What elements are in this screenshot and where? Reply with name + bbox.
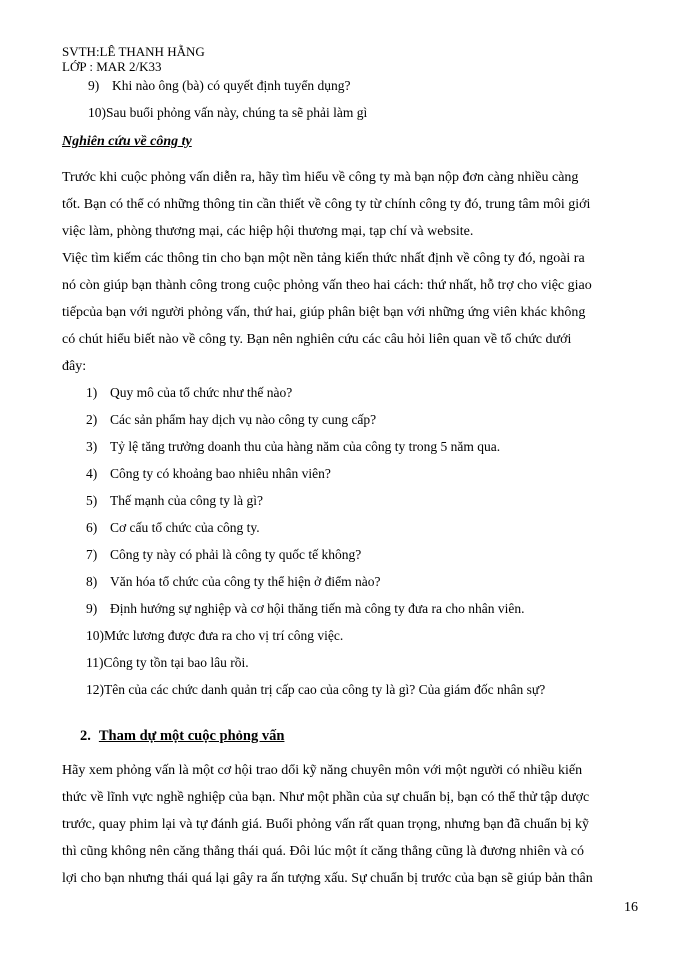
- paragraph-line: Việc tìm kiếm các thông tin cho bạn một nền tảng kiến thức nhất định về công ty đó, ngoài ra: [62, 251, 585, 266]
- paragraph-line: Trước khi cuộc phỏng vấn diễn ra, hãy tìm hiểu về công ty mà bạn nộp đơn càng nhiều càng: [62, 170, 579, 185]
- class-line: LỚP : MAR 2/K33: [62, 59, 162, 74]
- page-header: [62, 44, 205, 74]
- list-item: 5) Thế mạnh của công ty là gì?: [86, 493, 263, 508]
- paragraph-line: thì cũng không nên căng thẳng thái quá. Đôi lúc một ít căng thẳng cũng là đương nhiên và có: [62, 844, 584, 859]
- paragraph-line: lợi cho bạn nhưng thái quá lại gây ra ấn tượng xấu. Sự chuẩn bị trước của bạn sẽ giúp bản thân: [62, 871, 593, 886]
- paragraph-line: Hãy xem phỏng vấn là một cơ hội trao dổi kỹ năng chuyên môn với một người có nhiều kiến: [62, 763, 583, 778]
- list-item: 11)Công ty tồn tại bao lâu rồi.: [86, 655, 249, 670]
- list-item: 9) Khi nào ông (bà) có quyết định tuyển dụng?: [88, 78, 351, 93]
- paragraph-line: thức về lĩnh vực nghề nghiệp của bạn. Như một phần của sự chuẩn bị, bạn có thể thử tập dược: [62, 790, 590, 805]
- list-item: 8) Văn hóa tổ chức của công ty thể hiện ở điểm nào?: [86, 574, 381, 589]
- paragraph-line: tiếpcủa bạn với người phỏng vấn, thứ hai, giúp phân biệt bạn với những ứng viên khác không: [62, 305, 586, 320]
- page-number: 16: [624, 900, 638, 915]
- list-item: 1) Quy mô của tổ chức như thế nào?: [86, 385, 293, 400]
- list-item: 4) Công ty có khoảng bao nhiêu nhân viên?: [86, 466, 331, 481]
- list-item: 7) Công ty này có phải là công ty quốc tế không?: [86, 547, 362, 562]
- section-heading: [80, 728, 284, 745]
- author-line: SVTH:LÊ THANH HẰNG: [62, 44, 205, 59]
- list-item: 10)Mức lương được đưa ra cho vị trí công việc.: [86, 628, 344, 643]
- section-number: 2.: [80, 728, 91, 744]
- list-item: 6) Cơ cấu tổ chức của công ty.: [86, 520, 260, 535]
- section-title: Nghiên cứu về công ty: [62, 134, 192, 149]
- paragraph-line: việc làm, phòng thương mại, các hiệp hội thương mại, tạp chí và website.: [62, 224, 474, 239]
- list-item: 10)Sau buổi phỏng vấn này, chúng ta sẽ phải làm gì: [88, 105, 368, 120]
- paragraph-line: tốt. Bạn có thể có những thông tin cần thiết về công ty từ chính công ty đó, trung tâm môi giới: [62, 197, 591, 212]
- section-heading-title: Tham dự một cuộc phỏng vấn: [98, 728, 285, 744]
- list-item: 9) Định hướng sự nghiệp và cơ hội thăng tiến mà công ty đưa ra cho nhân viên.: [86, 601, 525, 616]
- list-item: 2) Các sản phẩm hay dịch vụ nào công ty cung cấp?: [86, 412, 377, 427]
- paragraph-line: trước, quay phim lại và tự đánh giá. Buổi phỏng vấn rất quan trọng, nhưng bạn đã chuẩn bị kỹ: [62, 817, 590, 832]
- list-item: 3) Tỷ lệ tăng trưởng doanh thu của hàng năm của công ty trong 5 năm qua.: [86, 439, 501, 454]
- paragraph-line: nó còn giúp bạn thành công trong cuộc phỏng vấn theo hai cách: thứ nhất, hỗ trợ cho việc giao: [62, 278, 592, 293]
- paragraph-line: có chút hiểu biết nào về công ty. Bạn nên nghiên cứu các câu hỏi liên quan về tổ chức dưới: [62, 332, 572, 347]
- paragraph-line: đây:: [62, 359, 87, 374]
- list-item: 12)Tên của các chức danh quản trị cấp cao của công ty là gì? Của giám đốc nhân sự?: [86, 682, 546, 697]
